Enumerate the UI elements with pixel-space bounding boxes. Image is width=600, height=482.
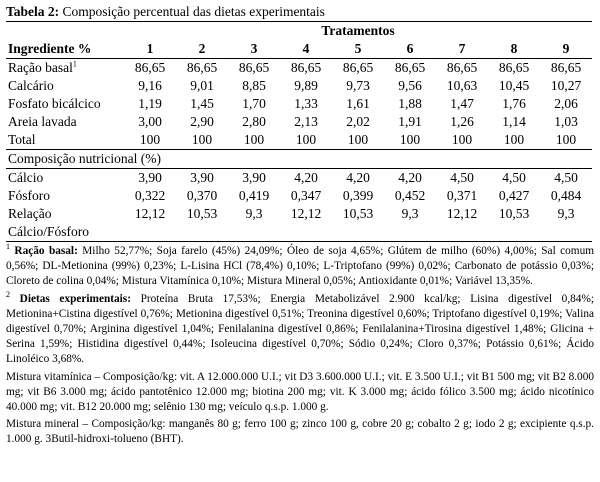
table-cell: 3,90 [138, 170, 162, 185]
table-cell: 1,26 [450, 114, 474, 129]
treatment-header: 4 [302, 41, 310, 56]
table-cell: 1,70 [242, 96, 266, 111]
table-cell: 4,20 [294, 170, 318, 185]
table-cell: 4,50 [554, 170, 578, 185]
table-cell: 1,76 [502, 96, 526, 111]
row-label: Relação [8, 206, 52, 221]
row-label: Cálcio [8, 170, 44, 185]
treatment-header: 9 [562, 41, 570, 56]
table-cell: 2,80 [242, 114, 266, 129]
table-cell: 1,88 [398, 96, 422, 111]
diet-composition-table [6, 21, 592, 242]
table-cell: 86,65 [498, 60, 530, 75]
table-cell: 2,06 [554, 96, 578, 111]
table-cell: 100 [243, 132, 265, 147]
table-cell: 100 [139, 132, 161, 147]
table-cell: 9,3 [245, 206, 263, 221]
table-cell: 10,53 [186, 206, 218, 221]
table-cell: 10,27 [550, 78, 582, 93]
nutrition-section-row [6, 150, 592, 169]
ingredient-row [6, 95, 592, 113]
table-cell: 0,371 [446, 188, 478, 203]
nutrition-row [6, 205, 592, 223]
table-cell: 2,02 [346, 114, 370, 129]
nutrition-row [6, 169, 592, 188]
table-cell: 86,65 [186, 60, 218, 75]
treatments-group-header: Tratamentos [321, 23, 395, 38]
table-cell: 100 [191, 132, 213, 147]
table-cell: 12,12 [134, 206, 166, 221]
table-cell: 1,47 [450, 96, 474, 111]
table-cell: 100 [451, 132, 473, 147]
table-cell: 2,90 [190, 114, 214, 129]
table-cell: 100 [503, 132, 525, 147]
treatment-header: 5 [354, 41, 362, 56]
footnote-basal-ration: $^1$ Ração basal: Milho 52,77%; Soja farelo (45%) 24,09%; Óleo de soja 4,65%; Glútem de milho (60%) 4,00%; Sal comum 0,56%; DL-Metionina (99%) 0,23%; L-Lisina HCl (78,4%) 0,10%; L-Triptofano (99%) 0,02%; Carbonato de potássio 0,03%; Cloreto de colina 0,04%; Mistura Vitamínica 0,10%; Mistura Mineral 0,05%; Antioxidante 0,01%; Variável 13,35%. [6, 242, 595, 288]
table-cell: 10,45 [498, 78, 530, 93]
table-footnotes [6, 244, 594, 448]
caption-text: Composição percentual das dietas experimentais [62, 4, 325, 19]
caption-label: Tabela 2: [6, 4, 60, 19]
table-cell: 9,56 [398, 78, 422, 93]
table-cell: 9,01 [190, 78, 214, 93]
ingredient-row [6, 77, 592, 95]
table-cell: 86,65 [446, 60, 478, 75]
table-cell: 1,03 [554, 114, 578, 129]
treatment-header: 7 [458, 41, 466, 56]
table-cell: 100 [347, 132, 369, 147]
table-cell: 1,33 [294, 96, 318, 111]
table-cell: 9,89 [294, 78, 318, 93]
row-label: Areia lavada [8, 114, 77, 129]
table-cell: 1,19 [138, 96, 162, 111]
footnote-mineral-mix: Mistura mineral – Composição/kg: manganês 80 g; ferro 100 g; zinco 100 g, cobre 20 g; cobalto 2 g; iodo 2 g; excipiente q.s.p. 1.000 g. 3Butil-hidroxi-tolueno (BHT). [6, 418, 594, 446]
footnote-experimental-diets: $^2$ Dietas experimentais: Proteína Bruta 17,53%; Energia Metabolizável 2.900 kcal/kg; Lisina digestível 0,84%; Metionina+Cistina digestível 0,76%; Metionina digestível 0,51%; Treonina digestível 0,60%; Triptofano digestível 0,19%; Valina digestível 0,70%; Arginina digestível 1,04%; Fenilalanina digestível 0,86%; Fenilalanina+Tirosina digestível 1,48%; Glicina + Serina 1,59%; Histidina digestível 0,44%; Isoleucina digestível 0,70%; Sódio 0,24%; Cloro 0,37%; Potássio 0,61%; Ácido Linoléico 3,68%. [6, 289, 594, 366]
table-cell: 100 [555, 132, 577, 147]
table-cell: 10,53 [498, 206, 530, 221]
table-cell: 4,50 [450, 170, 474, 185]
table-caption [6, 3, 594, 21]
table-cell: 4,20 [346, 170, 370, 185]
table-cell: 4,50 [502, 170, 526, 185]
table-cell: 10,53 [342, 206, 374, 221]
table-cell: 86,65 [342, 60, 374, 75]
treatment-header: 8 [510, 41, 518, 56]
table-cell: 0,399 [342, 188, 374, 203]
row-label: Fósforo [8, 188, 51, 203]
table-cell: 1,91 [398, 114, 422, 129]
ratio-label-continuation: Cálcio/Fósforo [8, 224, 89, 239]
ingredient-row [6, 113, 592, 131]
ingredient-row [6, 59, 592, 78]
treatment-header: 3 [250, 41, 258, 56]
row-label: Ração basal$^1$ [8, 59, 77, 75]
table-cell: 0,419 [238, 188, 270, 203]
table-cell: 100 [399, 132, 421, 147]
table-cell: 9,3 [401, 206, 419, 221]
table-cell: 12,12 [290, 206, 322, 221]
header-row [6, 40, 592, 59]
row-label: Total [8, 132, 36, 147]
treatment-header: 2 [198, 41, 206, 56]
table-cell: 2,13 [294, 114, 318, 129]
table-cell: 1,14 [502, 114, 526, 129]
row-label: Fosfato bicálcico [8, 96, 101, 111]
table-cell: 4,20 [398, 170, 422, 185]
nutrition-row [6, 187, 592, 205]
treatment-header: 6 [406, 41, 414, 56]
ingredient-column-header: Ingrediente % [8, 41, 92, 56]
table-cell: 9,3 [557, 206, 575, 221]
table-cell: 86,65 [134, 60, 166, 75]
table-cell: 0,452 [394, 188, 426, 203]
table-cell: 9,16 [138, 78, 162, 93]
table-cell: 8,85 [242, 78, 266, 93]
ratio-label-continuation-row [6, 223, 592, 242]
table-cell: 0,370 [186, 188, 218, 203]
table-cell: 86,65 [290, 60, 322, 75]
table-cell: 100 [295, 132, 317, 147]
table-cell: 0,427 [498, 188, 530, 203]
row-label: Calcário [8, 78, 54, 93]
nutrition-section-title: Composição nutricional (%) [8, 151, 161, 166]
table-cell: 86,65 [550, 60, 582, 75]
table-cell: 86,65 [238, 60, 270, 75]
table-cell: 0,347 [290, 188, 322, 203]
table-cell: 86,65 [394, 60, 426, 75]
table-cell: 0,322 [134, 188, 166, 203]
table-cell: 3,00 [138, 114, 162, 129]
table-cell: 3,90 [242, 170, 266, 185]
ingredient-row [6, 131, 592, 150]
table-cell: 10,63 [446, 78, 478, 93]
table-cell: 0,484 [550, 188, 582, 203]
table-cell: 9,73 [346, 78, 370, 93]
footnote-vitamin-mix: Mistura vitamínica – Composição/kg: vit. A 12.000.000 U.I.; vit D3 3.600.000 U.I.; vit. E 3.500 U.I.; vit B1 500 mg; vit B2 8.000 mg; vit B6 3.000 mg; ácido pantotênico 12.000 mg; biotina 200 mg; vit. K 3.000 mg; ácido fólico 3.500 mg; ácido nicotínico 40.000 mg; vit. B12 20.000 mg; selênio 130 mg; veículo q.s.p. 1.000 g. [6, 370, 594, 414]
table-cell: 3,90 [190, 170, 214, 185]
table-cell: 1,45 [190, 96, 214, 111]
table-cell: 12,12 [446, 206, 478, 221]
treatment-header: 1 [146, 41, 154, 56]
table-cell: 1,61 [346, 96, 370, 111]
